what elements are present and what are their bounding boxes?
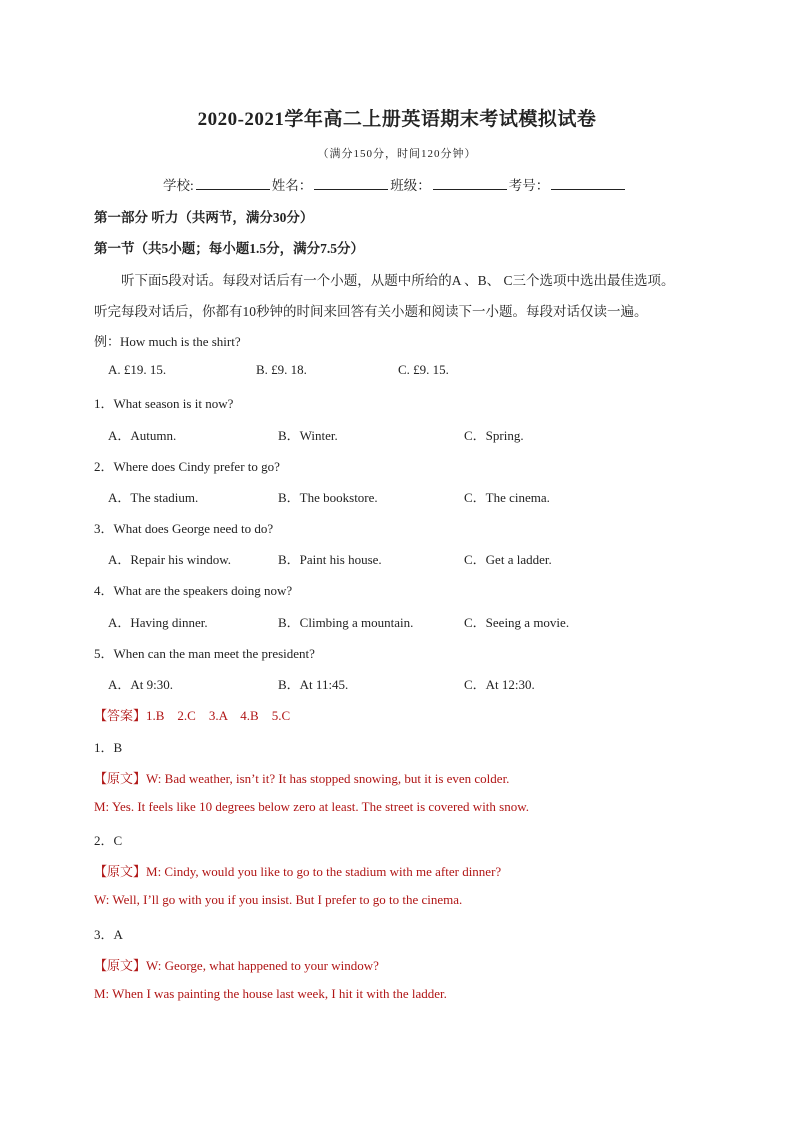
- question-5-option-c: C．At 12:30.: [464, 677, 535, 692]
- question-4: 4．What are the speakers doing now?: [94, 583, 293, 598]
- class-label: 班级：: [390, 178, 431, 193]
- question-1-option-b: B．Winter.: [278, 428, 338, 443]
- example-option-a: A. £19. 15.: [108, 362, 167, 377]
- question-1: 1．What season is it now?: [94, 396, 234, 411]
- explanation-3-text-1: W: George, what happened to your window?: [146, 958, 379, 973]
- question-5-option-b: B．At 11:45.: [278, 677, 349, 692]
- explanation-3-tag: 【原文】: [94, 958, 147, 973]
- explanation-3-number: 3．A: [94, 927, 123, 942]
- school-label: 学校:: [163, 178, 194, 193]
- question-1-option-c: C．Spring.: [464, 428, 524, 443]
- explanation-1-text-1: W: Bad weather, isn’t it? It has stopped snowing, but it is even colder.: [146, 771, 510, 786]
- explanation-3-line-2: M: When I was painting the house last week, I hit it with the ladder.: [94, 986, 447, 1001]
- instructions-line-2: 听完每段对话后，你都有10秒钟的时间来回答有关小题和阅读下一小题。每段对话仅读一遍。: [94, 304, 648, 319]
- question-3-option-a: A．Repair his window.: [108, 552, 232, 567]
- instructions-line-1: 听下面5段对话。每段对话后有一个小题，从题中所给的A 、B、 C三个选项中选出最佳选项。: [121, 273, 675, 288]
- question-3: 3．What does George need to do?: [94, 521, 274, 536]
- question-2: 2．Where does Cindy prefer to go?: [94, 459, 280, 474]
- explanation-1-line-1: [94, 768, 509, 787]
- document-subtitle: （满分150分，时间120分钟）: [317, 148, 477, 160]
- answer-line: [94, 705, 290, 724]
- example-option-c: C. £9. 15.: [398, 362, 449, 377]
- explanation-3-line-1: [94, 955, 379, 974]
- example-option-b: B. £9. 18.: [256, 362, 307, 377]
- explanation-2-number: 2．C: [94, 833, 123, 848]
- question-3-option-b: B．Paint his house.: [278, 552, 382, 567]
- document-title: 2020-2021学年高二上册英语期末考试模拟试卷: [197, 109, 597, 130]
- question-2-option-c: C．The cinema.: [464, 490, 550, 505]
- name-label: 姓名：: [271, 178, 313, 193]
- example-question: 例：How much is the shirt?: [94, 334, 241, 349]
- class-blank: [433, 177, 507, 190]
- part1-heading: 第一部分 听力（共两节，满分30分）: [94, 210, 314, 225]
- section1-heading: 第一节（共5小题；每小题1.5分，满分7.5分）: [94, 241, 364, 256]
- question-3-option-c: C．Get a ladder.: [464, 552, 552, 567]
- explanation-1-number: 1．B: [94, 740, 123, 755]
- explanation-2-tag: 【原文】: [94, 864, 147, 879]
- explanation-2-line-1: [94, 861, 501, 880]
- question-1-option-a: A．Autumn.: [108, 428, 177, 443]
- question-4-option-c: C．Seeing a movie.: [464, 615, 570, 630]
- question-4-option-a: A．Having dinner.: [108, 615, 208, 630]
- explanation-1-line-2: M: Yes. It feels like 10 degrees below zero at least. The street is covered with snow.: [94, 799, 530, 814]
- school-blank: [196, 177, 270, 190]
- question-5: 5．When can the man meet the president?: [94, 646, 315, 661]
- question-5-option-a: A．At 9:30.: [108, 677, 174, 692]
- question-2-option-b: B．The bookstore.: [278, 490, 378, 505]
- answer-text: 1.B 2.C 3.A 4.B 5.C: [146, 708, 291, 723]
- question-4-option-b: B．Climbing a mountain.: [278, 615, 414, 630]
- number-blank: [551, 177, 625, 190]
- student-info-row: [163, 174, 627, 194]
- question-2-option-a: A．The stadium.: [108, 490, 199, 505]
- explanation-2-text-1: M: Cindy, would you like to go to the stadium with me after dinner?: [146, 864, 502, 879]
- explanation-1-tag: 【原文】: [94, 771, 147, 786]
- number-label: 考号：: [508, 178, 550, 193]
- name-blank: [314, 177, 388, 190]
- answer-tag: 【答案】: [94, 708, 147, 723]
- explanation-2-line-2: W: Well, I’ll go with you if you insist. But I prefer to go to the cinema.: [94, 892, 463, 907]
